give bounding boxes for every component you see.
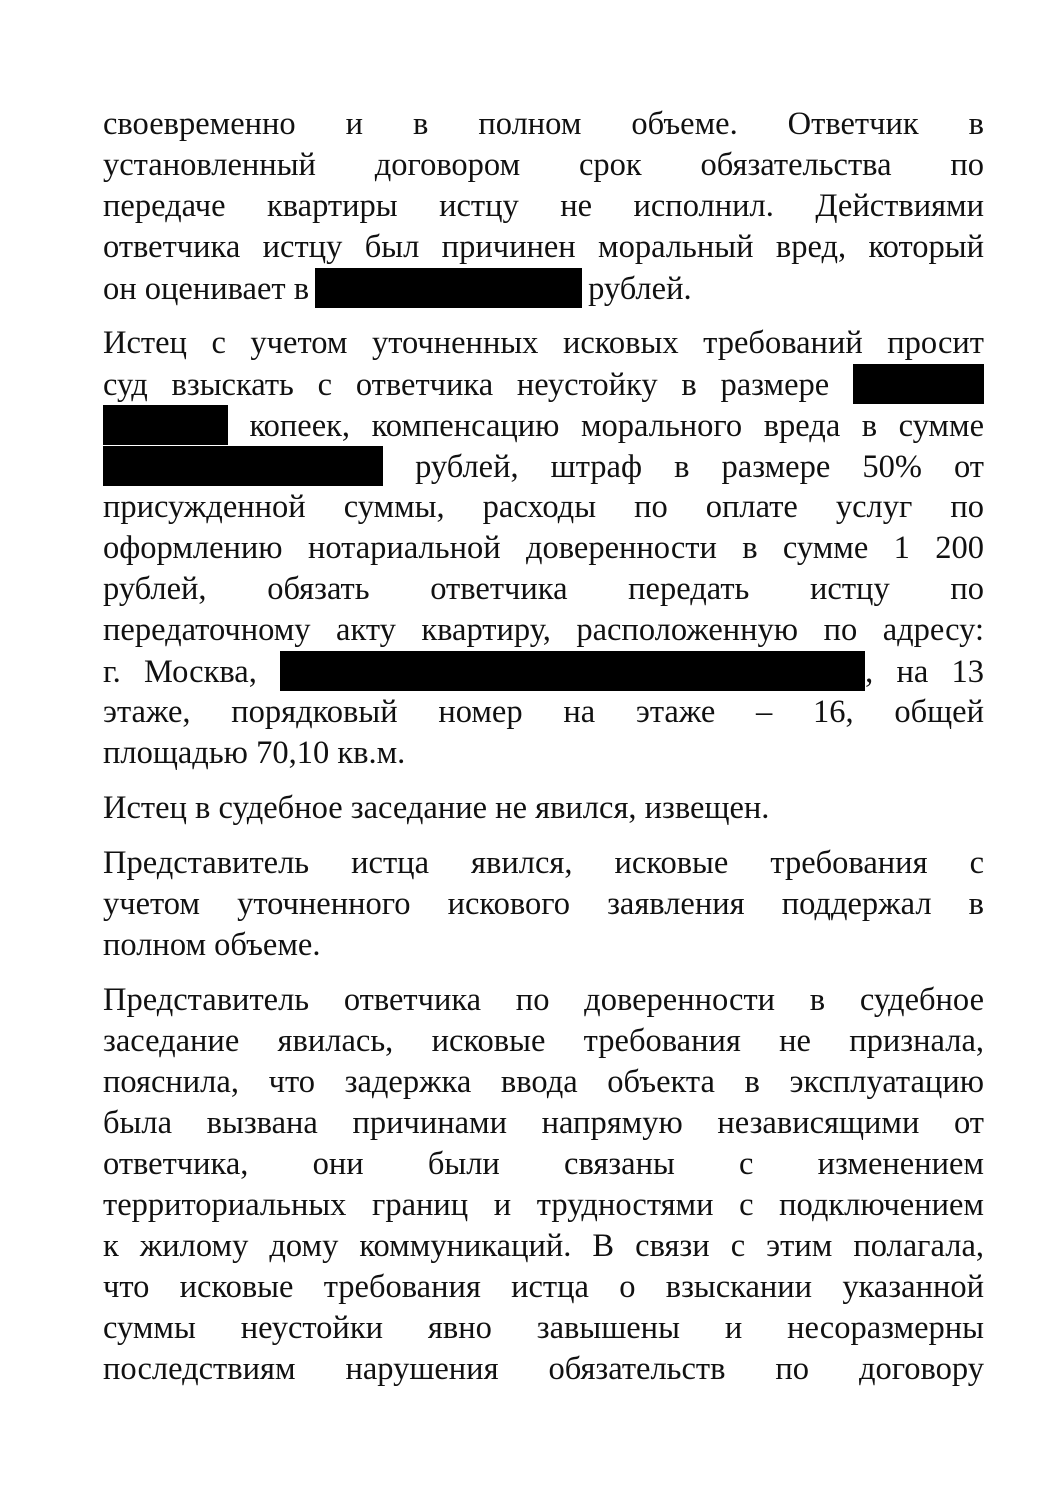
text-segment: заседание явилась, исковые требования не признала, [103,1023,984,1059]
text-segment: копеек, компенсацию морального вреда в сумме [228,408,984,444]
text-segment: последствиям нарушения обязательств по договору [103,1351,984,1387]
text-line [103,1103,984,1144]
text-line [103,569,984,610]
text-segment: суд взыскать с ответчика неустойку в размере [103,367,853,403]
text-segment: Истец с учетом уточненных исковых требований просит [103,325,984,361]
text-line [103,323,984,364]
text-line [103,364,984,405]
text-segment: что исковые требования истца о взыскании указанной [103,1269,984,1305]
text-segment: своевременно и в полном объеме. Ответчик в [103,106,984,142]
redaction-box [103,446,383,486]
text-segment: к жилому дому коммуникаций. В связи с этим полагала, [103,1228,984,1264]
text-segment: ответчика истцу был причинен моральный вред, который [103,229,984,265]
text-segment: Представитель ответчика по доверенности в судебное [103,982,984,1018]
paragraph [103,788,984,829]
text-segment: установленный договором срок обязательства по [103,147,984,183]
redaction-box [853,364,984,404]
text-segment: присужденной суммы, расходы по оплате услуг по [103,489,984,525]
text-line [103,1144,984,1185]
paragraph [103,980,984,1390]
text-line [103,980,984,1021]
text-segment: передаточному акту квартиру, расположенную по адресу: [103,612,984,648]
redaction-box [280,651,865,691]
text-segment: пояснила, что задержка ввода объекта в эксплуатацию [103,1064,984,1100]
text-segment: передаче квартиры истцу не исполнил. Действиями [103,188,984,224]
text-segment: г. Москва, [103,654,281,690]
text-segment: этаже, порядковый номер на этаже – 16, общей [103,694,984,730]
document-page [103,104,984,1404]
text-segment: полном объеме. [103,927,321,963]
paragraph [103,843,984,966]
text-segment: оформлению нотариальной доверенности в сумме 1 200 [103,530,984,566]
text-segment: рублей, штраф в размере 50% от [383,449,984,485]
text-segment: площадью 70,10 кв.м. [103,735,406,771]
text-line [103,1308,984,1349]
text-segment: рублей, обязать ответчика передать истцу по [103,571,984,607]
redaction-box [103,405,228,445]
text-line [103,487,984,528]
text-segment: учетом уточненного искового заявления поддержал в [103,886,984,922]
text-segment: , на 13 [865,654,984,690]
text-segment: территориальных границ и трудностями с подключением [103,1187,984,1223]
text-line [103,884,984,925]
text-line [103,843,984,884]
text-line [103,405,984,446]
paragraph [103,104,984,309]
text-segment: суммы неустойки явно завышены и несоразмерны [103,1310,984,1346]
text-line [103,733,984,774]
text-segment: ответчика, они были связаны с изменением [103,1146,984,1182]
paragraph [103,323,984,774]
text-line [103,528,984,569]
text-line [103,692,984,733]
text-line [103,104,984,145]
text-line [103,1349,984,1390]
text-line [103,610,984,651]
text-segment: была вызвана причинами напрямую независящими от [103,1105,984,1141]
text-segment: Представитель истца явился, исковые требования с [103,845,984,881]
text-line [103,651,984,692]
text-line [103,1021,984,1062]
text-line [103,1185,984,1226]
text-line [103,1226,984,1267]
text-line [103,145,984,186]
text-line [103,788,984,829]
text-line [103,1267,984,1308]
text-line [103,446,984,487]
text-segment: он оценивает в [103,271,310,307]
redaction-box [315,268,582,308]
text-segment: рублей. [588,271,692,307]
text-line [103,186,984,227]
text-line [103,1062,984,1103]
text-segment: Истец в судебное заседание не явился, извещен. [103,790,770,826]
text-line [103,268,984,309]
text-line [103,227,984,268]
text-line [103,925,984,966]
